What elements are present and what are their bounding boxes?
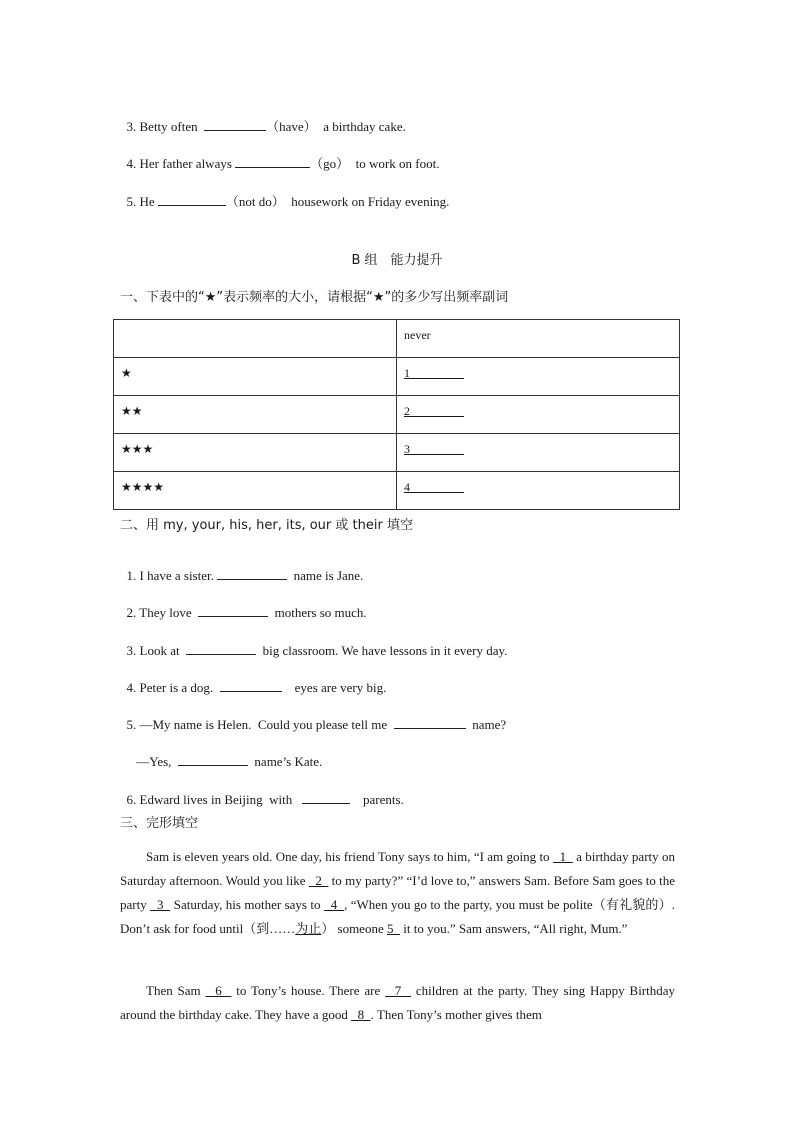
paragraph-text: Saturday, his mother says to <box>170 897 324 912</box>
paragraph-text: to Tony’s house. There are <box>231 983 386 998</box>
answer-blank[interactable] <box>404 396 672 419</box>
exercise-line <box>120 700 506 733</box>
line-text: eyes are very big. <box>281 680 387 695</box>
line-text: name’s Kate. <box>247 754 323 769</box>
exercise-line <box>120 551 363 584</box>
cloze-blank[interactable]: 3 <box>150 897 171 912</box>
paragraph-text: , “When you go to the party, you must be polite（有礼貌的）. Don’t ask for food until（到…… <box>120 897 675 936</box>
question-heading: 二、用 my, your, his, her, its, our 或 their 填空 <box>120 518 413 533</box>
cloze-paragraph <box>120 845 675 941</box>
blank-number: 3 <box>404 442 410 456</box>
table-cell <box>114 472 397 510</box>
line-text: 3. Look at <box>126 643 187 658</box>
line-text: big classroom. We have lessons in it every day. <box>256 643 508 658</box>
paragraph-text: children at the party. They sing Happy Birthday around the birthday cake. They have a good <box>120 983 676 1022</box>
line-text: 1. I have a sister. <box>126 568 218 583</box>
section-title: B 组 能力提升 <box>351 253 443 268</box>
star-rating: ★★★ <box>121 442 154 456</box>
table-row <box>114 320 680 358</box>
verb-hint: （not do） <box>225 194 285 209</box>
frequency-table <box>113 319 680 510</box>
exercise-line <box>120 737 322 770</box>
paragraph-text: to my party?” “I’d love to,” answers Sam. Before Sam goes to the party <box>120 873 676 912</box>
line-text: 3. Betty often <box>126 119 205 134</box>
answer-blank[interactable] <box>235 155 310 168</box>
table-cell <box>114 320 397 358</box>
question-heading: 三、完形填空 <box>120 816 199 831</box>
blank-number: 4 <box>404 480 410 494</box>
answer-blank[interactable] <box>158 193 226 206</box>
paragraph-text: . Then Tony’s mother gives them <box>370 1007 542 1022</box>
exercise-line <box>120 626 507 659</box>
answer-blank[interactable] <box>204 118 266 131</box>
line-text: —Yes, <box>126 754 178 769</box>
question-heading: 一、下表中的“★”表示频率的大小，请根据“★”的多少写出频率副词 <box>120 290 509 305</box>
cloze-blank[interactable]: 5 <box>386 921 400 936</box>
cloze-blank[interactable]: 8 <box>351 1007 371 1022</box>
exercise-line <box>120 775 404 808</box>
answer-blank[interactable] <box>220 679 282 692</box>
exercise-line <box>120 588 367 621</box>
cloze-blank[interactable]: 7 <box>385 983 411 998</box>
answer-blank[interactable] <box>302 791 350 804</box>
line-text: parents. <box>349 792 404 807</box>
table-cell[interactable] <box>397 434 680 472</box>
never-label: never <box>404 328 431 342</box>
paragraph-text: ） someone <box>321 921 387 936</box>
line-text: 6. Edward lives in Beijing with <box>126 792 302 807</box>
verb-hint: （go） <box>310 156 350 171</box>
exercise-line <box>120 100 406 135</box>
cloze-blank[interactable]: 6 <box>205 983 232 998</box>
answer-blank[interactable] <box>198 604 268 617</box>
star-rating: ★★★★ <box>121 480 165 494</box>
line-text: to work on foot. <box>349 156 440 171</box>
answer-blank[interactable] <box>186 642 256 655</box>
exercise-line <box>120 175 449 210</box>
verb-hint: （have） <box>266 119 317 134</box>
table-row <box>114 358 680 396</box>
answer-blank[interactable] <box>217 567 287 580</box>
line-text: mothers so much. <box>268 605 367 620</box>
answer-blank[interactable] <box>394 716 466 729</box>
paragraph-text: Then Sam <box>146 983 206 998</box>
table-cell[interactable] <box>397 472 680 510</box>
table-cell <box>114 358 397 396</box>
table-cell[interactable] <box>397 396 680 434</box>
table-row <box>114 396 680 434</box>
answer-blank[interactable] <box>178 753 248 766</box>
table-cell <box>397 320 680 358</box>
paragraph-text: it to you.” Sam answers, “All right, Mum.” <box>399 921 628 936</box>
line-text: 5. —My name is Helen. Could you please tell me <box>126 717 394 732</box>
blank-number: 1 <box>404 366 410 380</box>
line-text: a birthday cake. <box>316 119 406 134</box>
cloze-blank[interactable]: 1 <box>552 849 573 864</box>
table-cell <box>114 434 397 472</box>
answer-blank[interactable] <box>404 434 672 457</box>
cloze-blank[interactable]: 4 <box>323 897 345 912</box>
underlined-gloss: 为止 <box>295 921 322 936</box>
cloze-paragraph <box>120 979 675 1027</box>
answer-blank[interactable] <box>404 472 672 495</box>
line-text: 2. They love <box>126 605 199 620</box>
line-text: housework on Friday evening. <box>284 194 450 209</box>
line-text: name? <box>465 717 507 732</box>
paragraph-text: a birthday party on Saturday afternoon. Would you like <box>120 849 675 888</box>
answer-blank[interactable] <box>404 358 672 381</box>
line-text: 4. Her father always <box>126 156 236 171</box>
line-text: name is Jane. <box>287 568 364 583</box>
table-row <box>114 472 680 510</box>
star-rating: ★ <box>121 366 132 380</box>
exercise-line <box>120 663 386 696</box>
cloze-blank[interactable]: 2 <box>308 873 329 888</box>
line-text: 4. Peter is a dog. <box>126 680 220 695</box>
line-text: 5. He <box>126 194 158 209</box>
blank-number: 2 <box>404 404 410 418</box>
star-rating: ★★ <box>121 404 143 418</box>
table-cell <box>114 396 397 434</box>
exercise-line <box>120 137 439 172</box>
paragraph-text: Sam is eleven years old. One day, his friend Tony says to him, “I am going to <box>146 849 553 864</box>
table-row <box>114 434 680 472</box>
table-cell[interactable] <box>397 358 680 396</box>
